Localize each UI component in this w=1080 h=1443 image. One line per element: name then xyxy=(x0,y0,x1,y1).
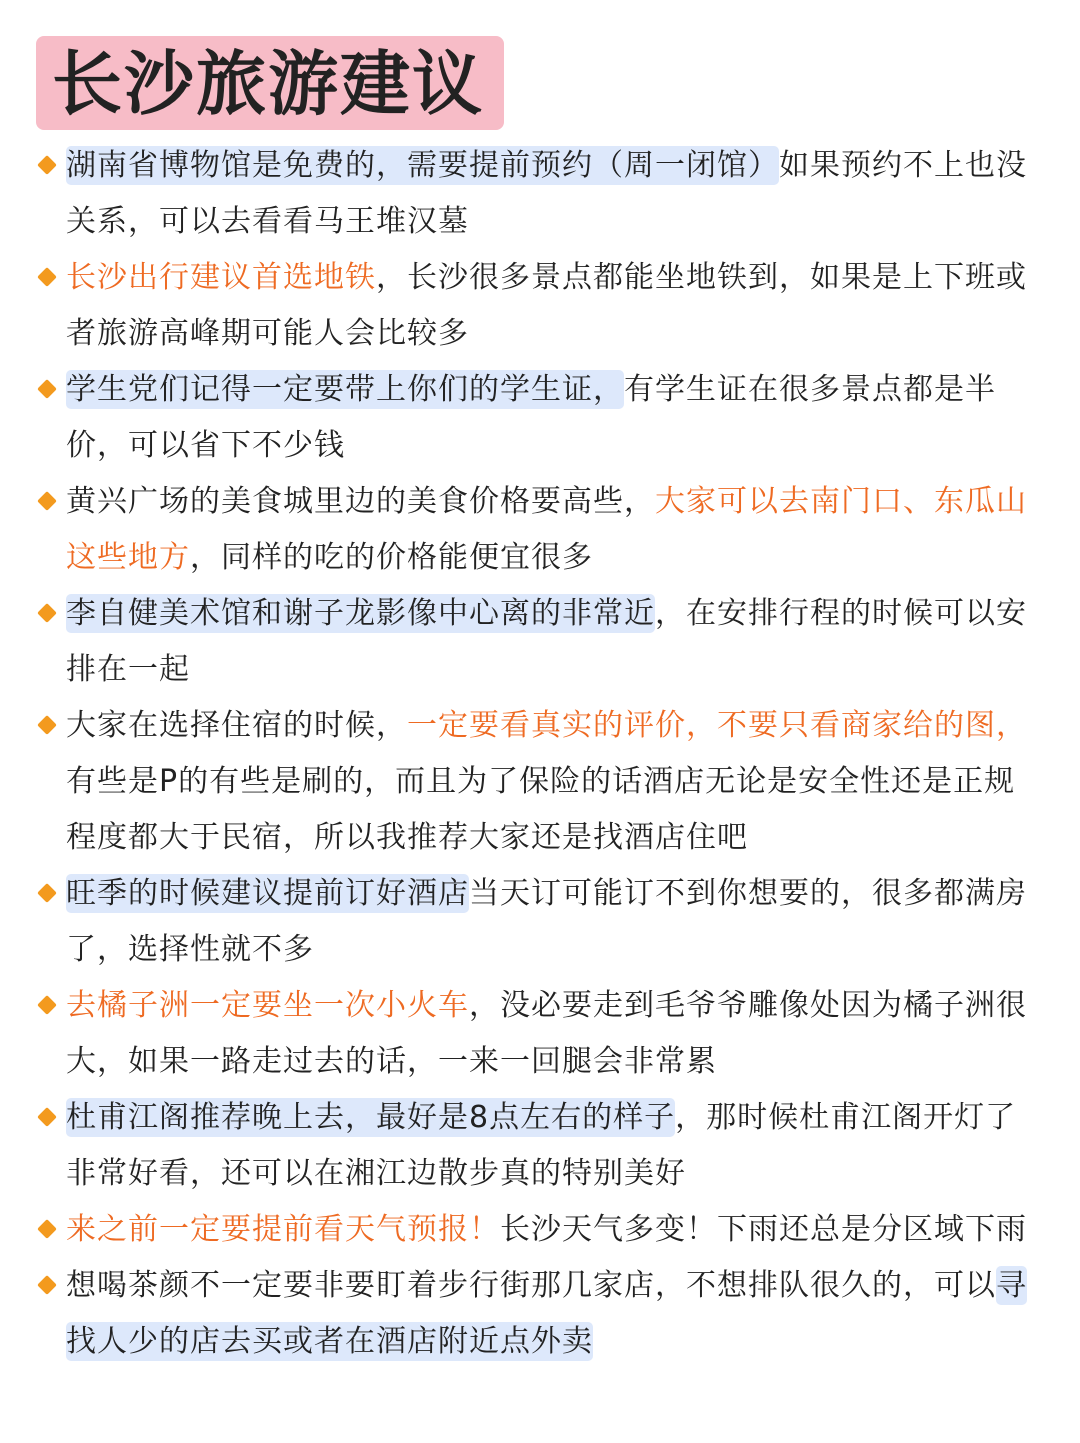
page-title: 长沙旅游建议 xyxy=(52,42,484,125)
orange-diamond-icon xyxy=(38,1220,56,1238)
orange-diamond-icon xyxy=(38,996,56,1014)
tip-text-segment: ，同样的吃的价格能便宜很多 xyxy=(190,540,593,575)
tip-text-segment: 湖南省博物馆是免费的，需要提前预约（周一闭馆） xyxy=(66,148,779,183)
tip-text-segment: ，在安排行程的时候可以安排在一起 xyxy=(66,596,1027,687)
tip-text-segment: 长沙出行建议首选地铁 xyxy=(66,260,376,295)
tip-item-accommodation xyxy=(34,698,1040,866)
tip-item-peak-season xyxy=(34,866,1040,978)
tip-item-orange-isle xyxy=(34,978,1040,1090)
tip-text-segment: 黄兴广场的美食城里边的美食价格要高些， xyxy=(66,484,655,519)
tip-text-segment: 当天订可能订不到你想要的，很多都满房了，选择性就不多 xyxy=(66,876,1027,967)
tip-text-segment: 去橘子洲一定要坐一次小火车 xyxy=(66,988,469,1023)
tip-item-food-city xyxy=(34,474,1040,586)
tip-text-segment: 李自健美术馆和谢子龙影像中心离的非常近 xyxy=(66,596,655,631)
tip-text-segment: 大家在选择住宿的时候， xyxy=(66,708,407,743)
orange-diamond-icon xyxy=(38,492,56,510)
orange-diamond-icon xyxy=(38,716,56,734)
tip-item-museum xyxy=(34,138,1040,250)
tip-item-art-museum xyxy=(34,586,1040,698)
orange-diamond-icon xyxy=(38,604,56,622)
tip-text-segment: 杜甫江阁推荐晚上去，最好是8点左右的样子 xyxy=(66,1100,676,1135)
tip-text-segment: 有些是P的有些是刷的，而且为了保险的话酒店无论是安全性还是正规程度都大于民宿，所以我推荐大家还是找酒店住吧 xyxy=(66,764,1016,855)
orange-diamond-icon xyxy=(38,268,56,286)
tip-text-segment: 长沙天气多变！下雨还总是分区域下雨 xyxy=(500,1212,1027,1247)
tip-text-segment: ，长沙很多景点都能坐地铁到，如果是上下班或者旅游高峰期可能人会比较多 xyxy=(66,260,1027,351)
orange-diamond-icon xyxy=(38,380,56,398)
tip-item-weather xyxy=(34,1202,1040,1258)
orange-diamond-icon xyxy=(38,156,56,174)
tip-item-student-card xyxy=(34,362,1040,474)
tip-text-segment: 来之前一定要提前看天气预报！ xyxy=(66,1212,500,1247)
tip-text-segment: ，那时候杜甫江阁开灯了非常好看，还可以在湘江边散步真的特别美好 xyxy=(66,1100,1017,1191)
orange-diamond-icon xyxy=(38,1276,56,1294)
tip-item-dufu-pavilion xyxy=(34,1090,1040,1202)
tip-text-segment: 大家可以去南门口、东瓜山这些地方 xyxy=(66,484,1027,575)
tips-list xyxy=(34,138,1040,1370)
tip-text-segment: 有学生证在很多景点都是半价，可以省下不少钱 xyxy=(66,372,996,463)
tip-text-segment: 旺季的时候建议提前订好酒店 xyxy=(66,876,469,911)
tip-text-segment: 一定要看真实的评价，不要只看商家给的图， xyxy=(407,708,1027,743)
tip-text-segment: ，没必要走到毛爷爷雕像处因为橘子洲很大，如果一路走过去的话，一来一回腿会非常累 xyxy=(66,988,1027,1079)
tip-item-chayan xyxy=(34,1258,1040,1370)
tip-item-metro xyxy=(34,250,1040,362)
orange-diamond-icon xyxy=(38,884,56,902)
tip-text-segment: 寻找人少的店去买或者在酒店附近点外卖 xyxy=(66,1268,1027,1359)
orange-diamond-icon xyxy=(38,1108,56,1126)
tip-text-segment: 如果预约不上也没关系，可以去看看马王堆汉墓 xyxy=(66,148,1027,239)
tip-text-segment: 想喝茶颜不一定要非要盯着步行街那几家店，不想排队很久的，可以 xyxy=(66,1268,996,1303)
title-banner xyxy=(36,36,504,130)
tip-text-segment: 学生党们记得一定要带上你们的学生证， xyxy=(66,372,624,407)
